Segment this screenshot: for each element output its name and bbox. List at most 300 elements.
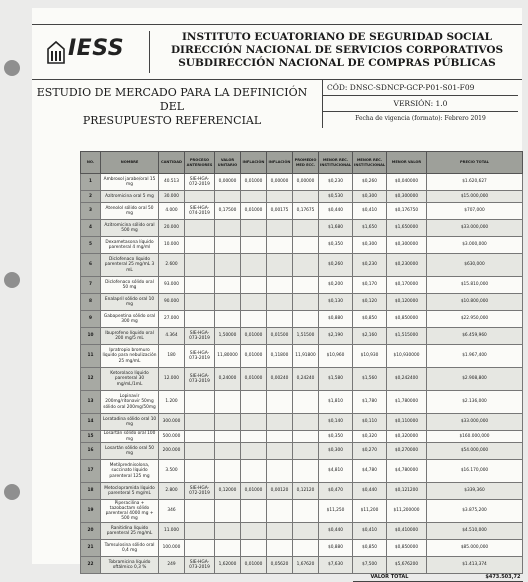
menor-rec-1: $0,440: [319, 523, 353, 540]
previous-process: SIE-HGA-072-2019: [185, 483, 215, 500]
average: 11,91800: [293, 345, 319, 368]
total-price: $707,000: [427, 203, 523, 220]
row-number: 19: [81, 500, 101, 523]
lowest-value: $1,650000: [387, 220, 427, 237]
average: 1,51500: [293, 328, 319, 345]
menor-rec-2: $0,440: [353, 483, 387, 500]
table-row: [81, 443, 523, 460]
average: [293, 391, 319, 414]
table-row: [81, 431, 523, 443]
punch-hole: [4, 484, 20, 500]
menor-rec-1: $0,880: [319, 311, 353, 328]
previous-process: [185, 540, 215, 557]
unit-value: 11,80000: [215, 345, 241, 368]
menor-rec-2: $1,780: [353, 391, 387, 414]
inflation-rate: [241, 414, 267, 431]
item-name: Tamsulosina sólido oral 0,4 mg: [101, 540, 159, 557]
menor-rec-1: $7,630: [319, 557, 353, 574]
menor-rec-1: $0,440: [319, 203, 353, 220]
inflation-rate: [241, 191, 267, 203]
table-row: [81, 345, 523, 368]
inflation-rate: 0,01000: [241, 174, 267, 191]
menor-rec-1: $0,350: [319, 431, 353, 443]
column-header: PROMEDIO MED ECC.: [293, 152, 319, 174]
menor-rec-2: $0,410: [353, 203, 387, 220]
previous-process: [185, 277, 215, 294]
inflation-amount: [267, 443, 293, 460]
row-number: 1: [81, 174, 101, 191]
table-row: [81, 368, 523, 391]
unit-value: [215, 294, 241, 311]
table-row: [81, 328, 523, 345]
row-number: 5: [81, 237, 101, 254]
menor-rec-1: $11,250: [319, 500, 353, 523]
row-number: 15: [81, 431, 101, 443]
average: 1,67620: [293, 557, 319, 574]
menor-rec-1: $0,230: [319, 174, 353, 191]
total-price: $4.510,000: [427, 523, 523, 540]
inflation-rate: [241, 523, 267, 540]
average: [293, 431, 319, 443]
average: [293, 460, 319, 483]
unit-value: [215, 391, 241, 414]
row-number: 16: [81, 443, 101, 460]
table-row: [81, 254, 523, 277]
item-name: Enalapril sólido oral 10 mg: [101, 294, 159, 311]
inflation-rate: [241, 500, 267, 523]
menor-rec-1: $0,300: [319, 443, 353, 460]
table-row: [81, 460, 523, 483]
inflation-amount: [267, 191, 293, 203]
inflation-amount: 0,00175: [267, 203, 293, 220]
row-number: 10: [81, 328, 101, 345]
menor-rec-2: $1,650: [353, 220, 387, 237]
total-price: $2.136,000: [427, 391, 523, 414]
document-date: Fecha de vigencia (formato): Febrero 2019: [355, 115, 486, 122]
menor-rec-1: $0,200: [319, 277, 353, 294]
total-price: $15.810,000: [427, 277, 523, 294]
table-row: [81, 523, 523, 540]
inflation-amount: [267, 414, 293, 431]
quantity: 40.513: [159, 174, 185, 191]
lowest-value: $0,242400: [387, 368, 427, 391]
average: [293, 191, 319, 203]
row-number: 12: [81, 368, 101, 391]
average: 0,17675: [293, 203, 319, 220]
inflation-rate: [241, 311, 267, 328]
lowest-value: $0,300000: [387, 237, 427, 254]
menor-rec-2: $0,300: [353, 237, 387, 254]
row-number: 17: [81, 460, 101, 483]
total-price: $1.967,400: [427, 345, 523, 368]
column-header: CANTIDAD: [159, 152, 185, 174]
column-header: MENOR REC. INSTITUCIONAL: [353, 152, 387, 174]
previous-process: [185, 500, 215, 523]
inflation-amount: 0,00000: [267, 174, 293, 191]
unit-value: [215, 414, 241, 431]
item-name: Ranitidina líquido parenteral 25 mg/mL: [101, 523, 159, 540]
table-row: [81, 483, 523, 500]
logo-text: IESS: [68, 36, 125, 61]
total-price: $15.000,000: [427, 191, 523, 203]
item-name: Losartán sólido oral 100 mg: [101, 431, 159, 443]
column-header: MENOR VALOR: [387, 152, 427, 174]
table-row: [81, 191, 523, 203]
unit-value: 1,62000: [215, 557, 241, 574]
row-number: 14: [81, 414, 101, 431]
previous-process: SIE-HGA-073-2019: [185, 557, 215, 574]
average: [293, 414, 319, 431]
quantity: 93.000: [159, 277, 185, 294]
unit-value: [215, 460, 241, 483]
inflation-rate: [241, 460, 267, 483]
lowest-value: $1,780000: [387, 391, 427, 414]
lowest-value: $0,110000: [387, 414, 427, 431]
quantity: 500.000: [159, 431, 185, 443]
menor-rec-2: $0,270: [353, 443, 387, 460]
quantity: 3.500: [159, 460, 185, 483]
iess-logo: [38, 31, 150, 73]
item-name: Piperacilina + tazobactam sólido parenteral 4000 mg + 500 mg: [101, 500, 159, 523]
item-name: Lopinavir 200mg/ritonavir 50mg sólido oral 200mg/50mg: [101, 391, 159, 414]
table-row: [81, 203, 523, 220]
total-price: $3.875,200: [427, 500, 523, 523]
inflation-rate: 0,01000: [241, 345, 267, 368]
inflation-rate: 0,01000: [241, 368, 267, 391]
average: [293, 277, 319, 294]
previous-process: [185, 311, 215, 328]
column-header: INFLACIÓN: [241, 152, 267, 174]
row-number: 11: [81, 345, 101, 368]
column-header: NO.: [81, 152, 101, 174]
item-name: Metilprednisolona, succinato líquido parenteral 125 mg: [101, 460, 159, 483]
total-price: $33.000,000: [427, 220, 523, 237]
menor-rec-2: $0,320: [353, 431, 387, 443]
item-name: Azitromicina oral 5 mg: [101, 191, 159, 203]
previous-process: [185, 460, 215, 483]
menor-rec-2: $0,110: [353, 414, 387, 431]
table-row: [81, 237, 523, 254]
inflation-rate: [241, 294, 267, 311]
total-price: $6.459,960: [427, 328, 523, 345]
quantity: 30.000: [159, 191, 185, 203]
average: [293, 443, 319, 460]
document-page: [32, 8, 522, 580]
row-number: 18: [81, 483, 101, 500]
menor-rec-1: $0,530: [319, 191, 353, 203]
inflation-rate: [241, 540, 267, 557]
menor-rec-2: $0,260: [353, 174, 387, 191]
previous-process: [185, 391, 215, 414]
column-header: INFLACIÓN: [267, 152, 293, 174]
lowest-value: $0,170000: [387, 277, 427, 294]
average: [293, 254, 319, 277]
inflation-rate: [241, 220, 267, 237]
item-name: Dexametasona líquido parenteral 4 mg/ml: [101, 237, 159, 254]
menor-rec-2: $0,410: [353, 523, 387, 540]
inflation-amount: 0,00240: [267, 368, 293, 391]
menor-rec-1: $1,680: [319, 220, 353, 237]
lowest-value: $0,300000: [387, 191, 427, 203]
inflation-amount: [267, 311, 293, 328]
inflation-amount: [267, 294, 293, 311]
menor-rec-2: $0,120: [353, 294, 387, 311]
table-row: [81, 311, 523, 328]
unit-value: 0,24000: [215, 368, 241, 391]
punch-hole: [4, 272, 20, 288]
table-total-row: [81, 574, 523, 582]
menor-rec-2: $1,560: [353, 368, 387, 391]
quantity: 4.000: [159, 203, 185, 220]
menor-rec-1: $0,470: [319, 483, 353, 500]
menor-rec-1: $0,260: [319, 254, 353, 277]
table-row: [81, 557, 523, 574]
quantity: 20.000: [159, 220, 185, 237]
total-price: $22.950,000: [427, 311, 523, 328]
unit-value: 1,50000: [215, 328, 241, 345]
inflation-amount: [267, 540, 293, 557]
previous-process: [185, 443, 215, 460]
average: [293, 500, 319, 523]
previous-process: SIE-HGA-073-2019: [185, 328, 215, 345]
document-code: CÓD: DNSC-SDNCP-GCP-P01-S01-F09: [323, 80, 518, 96]
total-price: $630,000: [427, 254, 523, 277]
study-title-line: PRESUPUESTO REFERENCIAL: [82, 114, 262, 127]
column-header: NOMBRE: [101, 152, 159, 174]
document-version: VERSIÓN: 1.0: [323, 96, 518, 112]
row-number: 3: [81, 203, 101, 220]
inflation-amount: [267, 391, 293, 414]
lowest-value: $0,230000: [387, 254, 427, 277]
menor-rec-1: $0,140: [319, 414, 353, 431]
previous-process: SIE-HGA-073-2019: [185, 345, 215, 368]
quantity: 200.000: [159, 443, 185, 460]
menor-rec-2: $2,160: [353, 328, 387, 345]
lowest-value: $0,040000: [387, 174, 427, 191]
total-price: $2.908,800: [427, 368, 523, 391]
item-name: Ipratropio bromuro líquido para nebulización 25 mg/mL: [101, 345, 159, 368]
institution-line: DIRECCIÓN NACIONAL DE SERVICIOS CORPORATIVOS: [170, 44, 504, 56]
inflation-amount: 0,11800: [267, 345, 293, 368]
quantity: 2.600: [159, 254, 185, 277]
table-row: [81, 220, 523, 237]
total-price: $339,360: [427, 483, 523, 500]
lowest-value: $11,200000: [387, 500, 427, 523]
lowest-value: $0,850000: [387, 540, 427, 557]
inflation-rate: [241, 431, 267, 443]
table-row: [81, 277, 523, 294]
average: 0,24240: [293, 368, 319, 391]
quantity: 249: [159, 557, 185, 574]
previous-process: [185, 523, 215, 540]
item-name: Atenolol sólido oral 50 mg: [101, 203, 159, 220]
row-number: 6: [81, 254, 101, 277]
menor-rec-2: $0,300: [353, 191, 387, 203]
lowest-value: $0,270000: [387, 443, 427, 460]
previous-process: SIE-HGA-072-2019: [185, 174, 215, 191]
item-name: Diclofenaco líquido parenteral 25 mg/mL 3 mL: [101, 254, 159, 277]
inflation-amount: [267, 254, 293, 277]
unit-value: [215, 523, 241, 540]
inflation-amount: [267, 431, 293, 443]
table-row: [81, 294, 523, 311]
average: [293, 523, 319, 540]
inflation-rate: [241, 443, 267, 460]
lowest-value: $0,121200: [387, 483, 427, 500]
inflation-amount: [267, 277, 293, 294]
lowest-value: $5,676200: [387, 557, 427, 574]
average: 0,12120: [293, 483, 319, 500]
unit-value: [215, 277, 241, 294]
unit-value: [215, 431, 241, 443]
quantity: 180: [159, 345, 185, 368]
unit-value: 0,00000: [215, 174, 241, 191]
lowest-value: $10,930000: [387, 345, 427, 368]
previous-process: [185, 431, 215, 443]
menor-rec-2: $7,500: [353, 557, 387, 574]
total-price: $10.800,000: [427, 294, 523, 311]
item-name: Ketorolaco líquido parenteral 30 mg/mL/1mL: [101, 368, 159, 391]
quantity: 12.000: [159, 368, 185, 391]
menor-rec-1: $4,810: [319, 460, 353, 483]
quantity: 4.364: [159, 328, 185, 345]
menor-rec-1: $1,580: [319, 368, 353, 391]
previous-process: [185, 220, 215, 237]
inflation-amount: [267, 220, 293, 237]
lowest-value: $0,176750: [387, 203, 427, 220]
lowest-value: $0,850000: [387, 311, 427, 328]
quantity: 300.000: [159, 414, 185, 431]
lowest-value: $0,120000: [387, 294, 427, 311]
unit-value: [215, 540, 241, 557]
unit-value: [215, 220, 241, 237]
item-name: Azitromicina sólido oral 500 mg: [101, 220, 159, 237]
lowest-value: $1,515000: [387, 328, 427, 345]
table-row: [81, 540, 523, 557]
menor-rec-2: $0,850: [353, 311, 387, 328]
menor-rec-2: $10,930: [353, 345, 387, 368]
inflation-rate: 0,01000: [241, 203, 267, 220]
lowest-value: $0,320000: [387, 431, 427, 443]
menor-rec-1: $1,810: [319, 391, 353, 414]
quantity: 27.000: [159, 311, 185, 328]
total-label: VALOR TOTAL: [353, 574, 427, 582]
column-header: VALOR UNITARIO: [215, 152, 241, 174]
row-number: 21: [81, 540, 101, 557]
row-number: 7: [81, 277, 101, 294]
total-price: $54.000,000: [427, 443, 523, 460]
total-price: $1.620,627: [427, 174, 523, 191]
previous-process: SIE-HGA-074-2019: [185, 203, 215, 220]
lowest-value: $0,410000: [387, 523, 427, 540]
menor-rec-2: $4,780: [353, 460, 387, 483]
institution-title: [152, 31, 522, 70]
total-price: $160.000,000: [427, 431, 523, 443]
previous-process: [185, 191, 215, 203]
average: [293, 294, 319, 311]
inflation-rate: [241, 254, 267, 277]
study-title: [32, 86, 312, 128]
inflation-rate: 0,01000: [241, 483, 267, 500]
item-name: Gabapentina sólido oral 300 mg: [101, 311, 159, 328]
table-row: [81, 174, 523, 191]
menor-rec-1: $2,190: [319, 328, 353, 345]
table-header-row: [81, 152, 523, 174]
previous-process: [185, 414, 215, 431]
menor-rec-1: $10,960: [319, 345, 353, 368]
lowest-value: $4,780000: [387, 460, 427, 483]
inflation-amount: [267, 237, 293, 254]
total-value: $473.503,72: [427, 574, 523, 582]
document-header: [32, 24, 522, 80]
average: [293, 311, 319, 328]
item-name: Ibuprofeno líquido oral 200 mg/5 mL: [101, 328, 159, 345]
total-price: $3.000,000: [427, 237, 523, 254]
column-header: PROCESO ANTERIORES: [185, 152, 215, 174]
unit-value: [215, 254, 241, 277]
total-price: $1.413,374: [427, 557, 523, 574]
document-subheader: [32, 80, 522, 132]
quantity: 2.800: [159, 483, 185, 500]
inflation-rate: 0,01000: [241, 557, 267, 574]
inflation-amount: [267, 500, 293, 523]
unit-value: [215, 500, 241, 523]
document-meta: [322, 80, 518, 128]
quantity: 1.200: [159, 391, 185, 414]
inflation-rate: [241, 237, 267, 254]
unit-value: [215, 191, 241, 203]
inflation-rate: [241, 391, 267, 414]
average: [293, 237, 319, 254]
menor-rec-2: $0,850: [353, 540, 387, 557]
row-number: 13: [81, 391, 101, 414]
inflation-amount: [267, 523, 293, 540]
quantity: 10.000: [159, 237, 185, 254]
quantity: 90.000: [159, 294, 185, 311]
total-price: $85.000,000: [427, 540, 523, 557]
menor-rec-2: $11,200: [353, 500, 387, 523]
unit-value: [215, 443, 241, 460]
punch-hole: [4, 60, 20, 76]
item-name: Loratadina sólido oral 10 mg: [101, 414, 159, 431]
table-row: [81, 391, 523, 414]
item-name: Ambroxol jarabe/oral 15 mg: [101, 174, 159, 191]
unit-value: 0,17500: [215, 203, 241, 220]
column-header: PRECIO TOTAL: [427, 152, 523, 174]
item-name: Diclofenaco sólido oral 50 mg: [101, 277, 159, 294]
row-number: 2: [81, 191, 101, 203]
unit-value: [215, 311, 241, 328]
quantity: 11.000: [159, 523, 185, 540]
study-title-line: ESTUDIO DE MERCADO PARA LA DEFINICIÓN DEL: [36, 86, 308, 113]
average: [293, 540, 319, 557]
previous-process: [185, 254, 215, 277]
item-name: Losartán sólido oral 50 mg: [101, 443, 159, 460]
quantity: 346: [159, 500, 185, 523]
institution-emblem-icon: [46, 39, 66, 65]
total-price: $16.170,000: [427, 460, 523, 483]
unit-value: 0,12000: [215, 483, 241, 500]
menor-rec-1: $0,880: [319, 540, 353, 557]
table-row: [81, 500, 523, 523]
inflation-amount: 0,05620: [267, 557, 293, 574]
menor-rec-2: $0,230: [353, 254, 387, 277]
previous-process: SIE-HGA-073-2019: [185, 368, 215, 391]
item-name: Metoclopramida líquido parenteral 5 mg/mL: [101, 483, 159, 500]
row-number: 9: [81, 311, 101, 328]
inflation-rate: [241, 277, 267, 294]
row-number: 20: [81, 523, 101, 540]
